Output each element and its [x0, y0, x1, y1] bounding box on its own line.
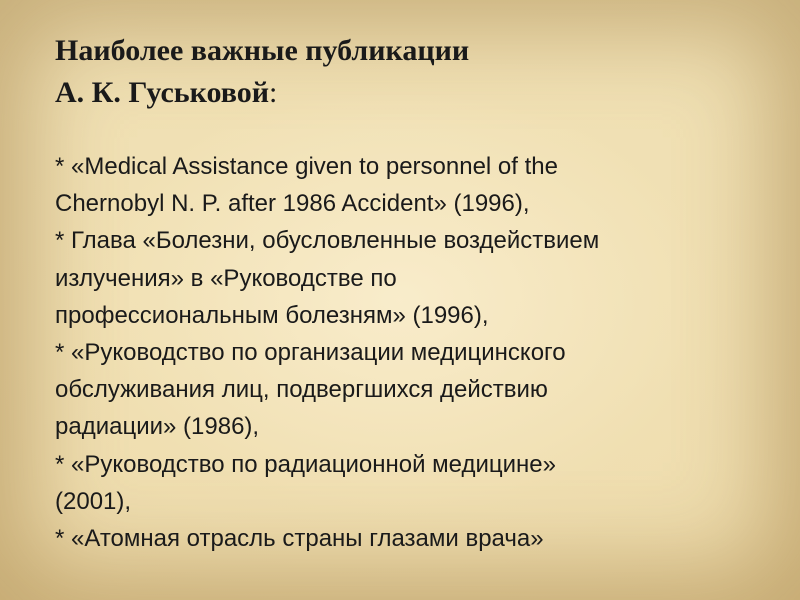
- title-line-1: Наиболее важные публикации: [55, 34, 470, 67]
- publication-line: радиации» (1986),: [55, 413, 260, 441]
- publication-line: * «Руководство по организации медицинского: [55, 339, 566, 367]
- publication-line: * «Medical Assistance given to personnel of the: [55, 153, 558, 180]
- publication-line: * «Руководство по радиационной медицине»: [55, 450, 556, 478]
- publication-line: излучения» в «Руководстве по: [55, 264, 397, 292]
- slide-title: [55, 30, 469, 114]
- publication-line: Chernobyl N. P. after 1986 Accident» (1996),: [55, 190, 530, 218]
- title-author: А. К. Гуськовой: [55, 76, 270, 109]
- title-line-2: [55, 72, 469, 114]
- title-colon: :: [269, 76, 278, 109]
- publication-line: * Глава «Болезни, обусловленные воздействием: [55, 227, 600, 255]
- publication-line: (2001),: [55, 487, 132, 515]
- publication-line: обслуживания лиц, подвергшихся действию: [55, 376, 548, 404]
- publication-line: * «Атомная отрасль страны глазами врача»: [55, 525, 544, 553]
- publication-line: профессиональным болезням» (1996),: [55, 301, 489, 329]
- publications-list: [55, 148, 775, 557]
